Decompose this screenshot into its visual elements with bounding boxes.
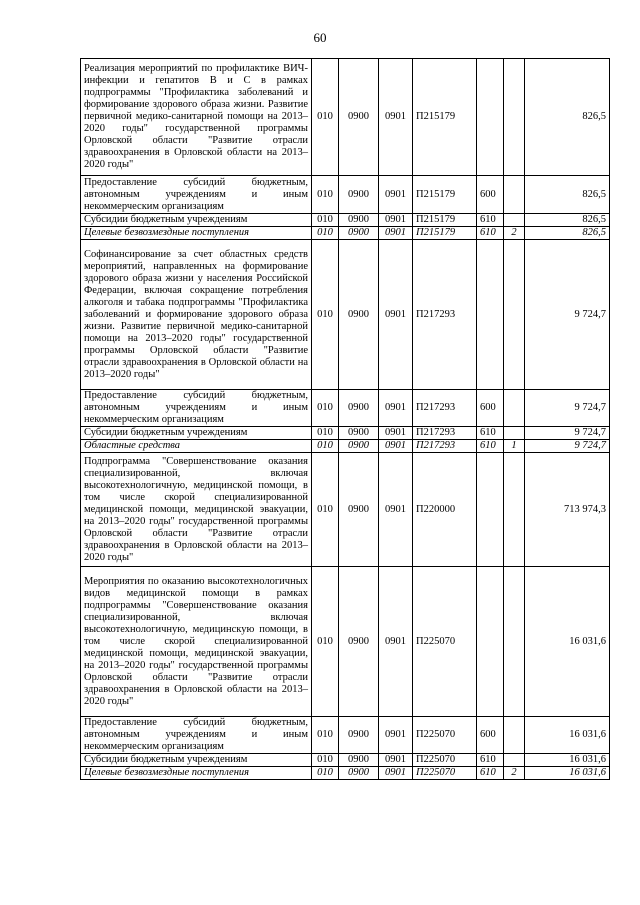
expense-type-cell: 610 bbox=[477, 427, 504, 440]
target-article-cell: П225070 bbox=[413, 767, 477, 780]
subsection-code-cell: 0901 bbox=[379, 754, 413, 767]
target-article-cell: П217293 bbox=[413, 240, 477, 390]
row-description: Мероприятия по оказанию высокотехнологичных видов медицинской помощи в рамках подпрограммы "Совершенствование оказания специализированной, включая высокотехнологичную, медицинскую помощи, в том числе скорой специализированной медицинской помощи, медицинской эвакуации, на 2013–2020 годы" государственной программы Орловской области "Развитие отрасли здравоохранения в Орловской области на 2013–2020 годы" bbox=[81, 567, 312, 717]
amount-cell: 826,5 bbox=[525, 227, 610, 240]
subsection-code-cell: 0901 bbox=[379, 214, 413, 227]
table-row bbox=[81, 453, 610, 567]
page-number: 60 bbox=[313, 30, 327, 45]
target-article-cell: П217293 bbox=[413, 427, 477, 440]
table-row bbox=[81, 767, 610, 780]
expense-type-cell bbox=[477, 240, 504, 390]
ministry-code-cell: 010 bbox=[312, 754, 339, 767]
amount-cell: 16 031,6 bbox=[525, 567, 610, 717]
source-code-cell bbox=[504, 214, 525, 227]
expense-type-cell: 600 bbox=[477, 717, 504, 754]
target-article-cell: П217293 bbox=[413, 390, 477, 427]
subsection-code-cell: 0901 bbox=[379, 717, 413, 754]
target-article-cell: П215179 bbox=[413, 227, 477, 240]
expense-type-cell: 600 bbox=[477, 390, 504, 427]
ministry-code-cell: 010 bbox=[312, 717, 339, 754]
amount-cell: 713 974,3 bbox=[525, 453, 610, 567]
amount-cell: 16 031,6 bbox=[525, 767, 610, 780]
source-code-cell bbox=[504, 453, 525, 567]
subsection-code-cell: 0901 bbox=[379, 390, 413, 427]
target-article-cell: П225070 bbox=[413, 754, 477, 767]
section-code-cell: 0900 bbox=[339, 440, 379, 453]
row-description: Целевые безвозмездные поступления bbox=[81, 767, 312, 780]
subsection-code-cell: 0901 bbox=[379, 240, 413, 390]
amount-cell: 826,5 bbox=[525, 214, 610, 227]
table-row bbox=[81, 227, 610, 240]
row-description: Субсидии бюджетным учреждениям bbox=[81, 427, 312, 440]
source-code-cell bbox=[504, 59, 525, 176]
expense-type-cell: 610 bbox=[477, 214, 504, 227]
table-row bbox=[81, 427, 610, 440]
subsection-code-cell: 0901 bbox=[379, 59, 413, 176]
table-row bbox=[81, 754, 610, 767]
source-code-cell: 2 bbox=[504, 227, 525, 240]
source-code-cell bbox=[504, 176, 525, 214]
row-description: Целевые безвозмездные поступления bbox=[81, 227, 312, 240]
source-code-cell bbox=[504, 240, 525, 390]
source-code-cell bbox=[504, 427, 525, 440]
ministry-code-cell: 010 bbox=[312, 59, 339, 176]
ministry-code-cell: 010 bbox=[312, 767, 339, 780]
target-article-cell: П220000 bbox=[413, 453, 477, 567]
row-description: Предоставление субсидий бюджетным, автономным учреждениям и иным некоммерческим организациям bbox=[81, 717, 312, 754]
subsection-code-cell: 0901 bbox=[379, 227, 413, 240]
expense-type-cell: 610 bbox=[477, 754, 504, 767]
ministry-code-cell: 010 bbox=[312, 176, 339, 214]
section-code-cell: 0900 bbox=[339, 567, 379, 717]
source-code-cell bbox=[504, 754, 525, 767]
ministry-code-cell: 010 bbox=[312, 427, 339, 440]
amount-cell: 16 031,6 bbox=[525, 754, 610, 767]
amount-cell: 16 031,6 bbox=[525, 717, 610, 754]
source-code-cell bbox=[504, 567, 525, 717]
section-code-cell: 0900 bbox=[339, 717, 379, 754]
source-code-cell: 1 bbox=[504, 440, 525, 453]
table-row bbox=[81, 390, 610, 427]
table-row bbox=[81, 440, 610, 453]
section-code-cell: 0900 bbox=[339, 240, 379, 390]
ministry-code-cell: 010 bbox=[312, 240, 339, 390]
row-description: Предоставление субсидий бюджетным, автономным учреждениям и иным некоммерческим организациям bbox=[81, 176, 312, 214]
expense-type-cell bbox=[477, 453, 504, 567]
target-article-cell: П225070 bbox=[413, 717, 477, 754]
ministry-code-cell: 010 bbox=[312, 567, 339, 717]
row-description: Областные средства bbox=[81, 440, 312, 453]
subsection-code-cell: 0901 bbox=[379, 767, 413, 780]
amount-cell: 826,5 bbox=[525, 176, 610, 214]
expense-type-cell: 610 bbox=[477, 767, 504, 780]
section-code-cell: 0900 bbox=[339, 59, 379, 176]
expense-type-cell: 610 bbox=[477, 440, 504, 453]
table-row bbox=[81, 176, 610, 214]
amount-cell: 9 724,7 bbox=[525, 427, 610, 440]
amount-cell: 9 724,7 bbox=[525, 240, 610, 390]
row-description: Субсидии бюджетным учреждениям bbox=[81, 754, 312, 767]
section-code-cell: 0900 bbox=[339, 427, 379, 440]
expense-type-cell bbox=[477, 59, 504, 176]
expense-type-cell bbox=[477, 567, 504, 717]
table-row bbox=[81, 214, 610, 227]
row-description: Реализация мероприятий по профилактике ВИЧ-инфекции и гепатитов В и С в рамках подпрограммы "Профилактика заболеваний и формирование здорового образа жизни. Развитие первичной медико-санитарной помощи на 2013–2020 годы" государственной программы Орловской области "Развитие отрасли здравоохранения в Орловской области на 2013–2020 годы" bbox=[81, 59, 312, 176]
subsection-code-cell: 0901 bbox=[379, 567, 413, 717]
table-row bbox=[81, 59, 610, 176]
ministry-code-cell: 010 bbox=[312, 227, 339, 240]
row-description: Подпрограмма "Совершенствование оказания специализированной, включая высокотехнологичную, медицинской помощи, в том числе скорой специализированной медицинской помощи, медицинской эвакуации, на 2013–2020 годы" государственной программы Орловской области "Развитие отрасли здравоохранения в Орловской области на 2013–2020 годы" bbox=[81, 453, 312, 567]
section-code-cell: 0900 bbox=[339, 227, 379, 240]
source-code-cell bbox=[504, 390, 525, 427]
section-code-cell: 0900 bbox=[339, 453, 379, 567]
section-code-cell: 0900 bbox=[339, 390, 379, 427]
ministry-code-cell: 010 bbox=[312, 390, 339, 427]
source-code-cell bbox=[504, 717, 525, 754]
subsection-code-cell: 0901 bbox=[379, 453, 413, 567]
budget-table bbox=[80, 58, 610, 780]
subsection-code-cell: 0901 bbox=[379, 440, 413, 453]
subsection-code-cell: 0901 bbox=[379, 427, 413, 440]
table-row bbox=[81, 567, 610, 717]
ministry-code-cell: 010 bbox=[312, 440, 339, 453]
source-code-cell: 2 bbox=[504, 767, 525, 780]
target-article-cell: П217293 bbox=[413, 440, 477, 453]
target-article-cell: П215179 bbox=[413, 176, 477, 214]
section-code-cell: 0900 bbox=[339, 176, 379, 214]
row-description: Предоставление субсидий бюджетным, автономным учреждениям и иным некоммерческим организациям bbox=[81, 390, 312, 427]
target-article-cell: П215179 bbox=[413, 59, 477, 176]
section-code-cell: 0900 bbox=[339, 754, 379, 767]
expense-type-cell: 600 bbox=[477, 176, 504, 214]
amount-cell: 9 724,7 bbox=[525, 440, 610, 453]
section-code-cell: 0900 bbox=[339, 767, 379, 780]
ministry-code-cell: 010 bbox=[312, 453, 339, 567]
row-description: Субсидии бюджетным учреждениям bbox=[81, 214, 312, 227]
subsection-code-cell: 0901 bbox=[379, 176, 413, 214]
section-code-cell: 0900 bbox=[339, 214, 379, 227]
target-article-cell: П225070 bbox=[413, 567, 477, 717]
amount-cell: 9 724,7 bbox=[525, 390, 610, 427]
target-article-cell: П215179 bbox=[413, 214, 477, 227]
amount-cell: 826,5 bbox=[525, 59, 610, 176]
expense-type-cell: 610 bbox=[477, 227, 504, 240]
row-description: Софинансирование за счет областных средств мероприятий, направленных на формирование здорового образа жизни у населения Российской Федерации, включая сокращение потребления алкоголя и табака подпрограммы "Профилактика заболеваний и формирование здорового образа жизни. Развитие первичной медико-санитарной помощи на 2013–2020 годы" государственной программы Орловской области "Развитие отрасли здравоохранения в Орловской области на 2013–2020 годы" bbox=[81, 240, 312, 390]
ministry-code-cell: 010 bbox=[312, 214, 339, 227]
table-row bbox=[81, 240, 610, 390]
table-row bbox=[81, 717, 610, 754]
